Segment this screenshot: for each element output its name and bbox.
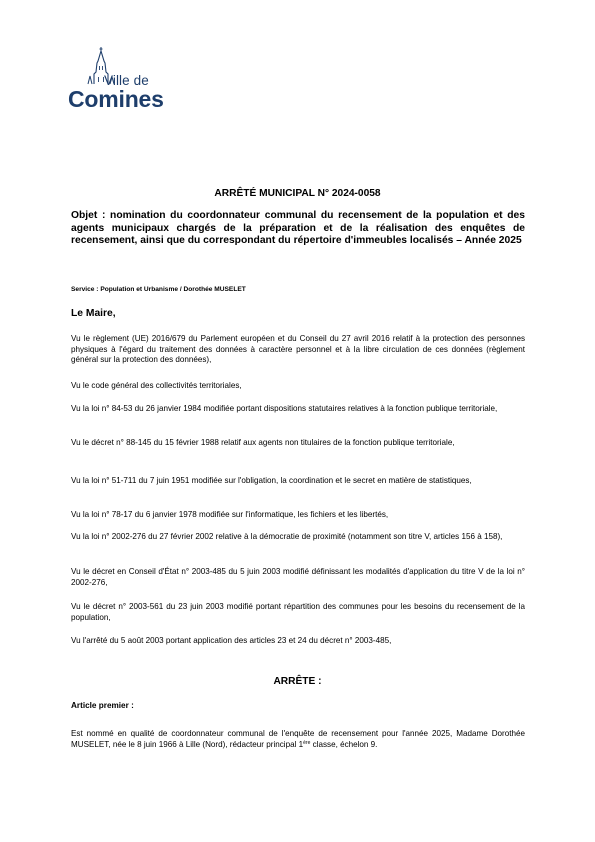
vu-arrete-2003: Vu l'arrêté du 5 août 2003 portant application des articles 23 et 24 du décret n° 2003-485, [71,636,392,645]
article-text-part1: Est nommé en qualité de coordonnateur communal de l'enquête de recensement pour l'année 2025, Madame Dorothée MUSELET, née le 8 juin 1966 à Lille (Nord), rédacteur principal 1 [71,729,525,749]
article-premier-text [71,729,525,750]
vu-code-general: Vu le code général des collectivités territoriales, [71,381,242,390]
vu-loi-84-53: Vu la loi n° 84-53 du 26 janvier 1984 modifiée portant dispositions statutaires relatives à la fonction publique territoriale, [71,404,498,413]
logo [68,46,178,120]
service-line: Service : Population et Urbanisme / Dorothée MUSELET [71,286,246,293]
article-premier-title: Article premier : [71,701,134,710]
logo-comines: Comines [68,86,164,112]
arrete-heading: ARRÊTE : [273,676,322,687]
vu-reglement-ue: Vu le règlement (UE) 2016/679 du Parlement européen et du Conseil du 27 avril 2016 relatif à la protection des personnes physiques à l'égard du traitement des données à caractère personnel et à la libre circulation de ces données (règlement général sur la protection des données), [71,334,525,365]
page-title: ARRÊTÉ MUNICIPAL N° 2024-0058 [214,188,381,199]
article-text-part2: classe, échelon 9. [310,739,378,749]
vu-loi-2002-276: Vu la loi n° 2002-276 du 27 février 2002 relative à la démocratie de proximité (notamment son titre V, articles 156 à 158), [71,532,503,541]
le-maire-heading: Le Maire, [71,308,116,319]
objet-paragraph: Objet : nomination du coordonnateur communal du recensement de la population et des agents municipaux chargés de la préparation et de la réalisation des enquêtes de recensement, ainsi que du correspondant du répertoire d'immeubles localisés – Année 2025 [71,210,525,247]
logo-ville-de: Ville de [104,73,149,88]
vu-loi-51-711: Vu la loi n° 51-711 du 7 juin 1951 modifiée sur l'obligation, la coordination et le secret en matière de statistiques, [71,476,472,485]
vu-decret-88-145: Vu le décret n° 88-145 du 15 février 1988 relatif aux agents non titulaires de la fonction publique territoriale, [71,438,455,447]
vu-decret-2003-561: Vu le décret n° 2003-561 du 23 juin 2003 modifié portant répartition des communes pour les besoins du recensement de la population, [71,602,525,622]
vu-loi-78-17: Vu la loi n° 78-17 du 6 janvier 1978 modifiée sur l'informatique, les fichiers et les libertés, [71,510,389,519]
vu-decret-2003-485: Vu le décret en Conseil d'État n° 2003-485 du 5 juin 2003 modifié définissant les modalités d'application du titre V de la loi n° 2002-276, [71,567,525,587]
article-sup: ère [303,739,311,746]
